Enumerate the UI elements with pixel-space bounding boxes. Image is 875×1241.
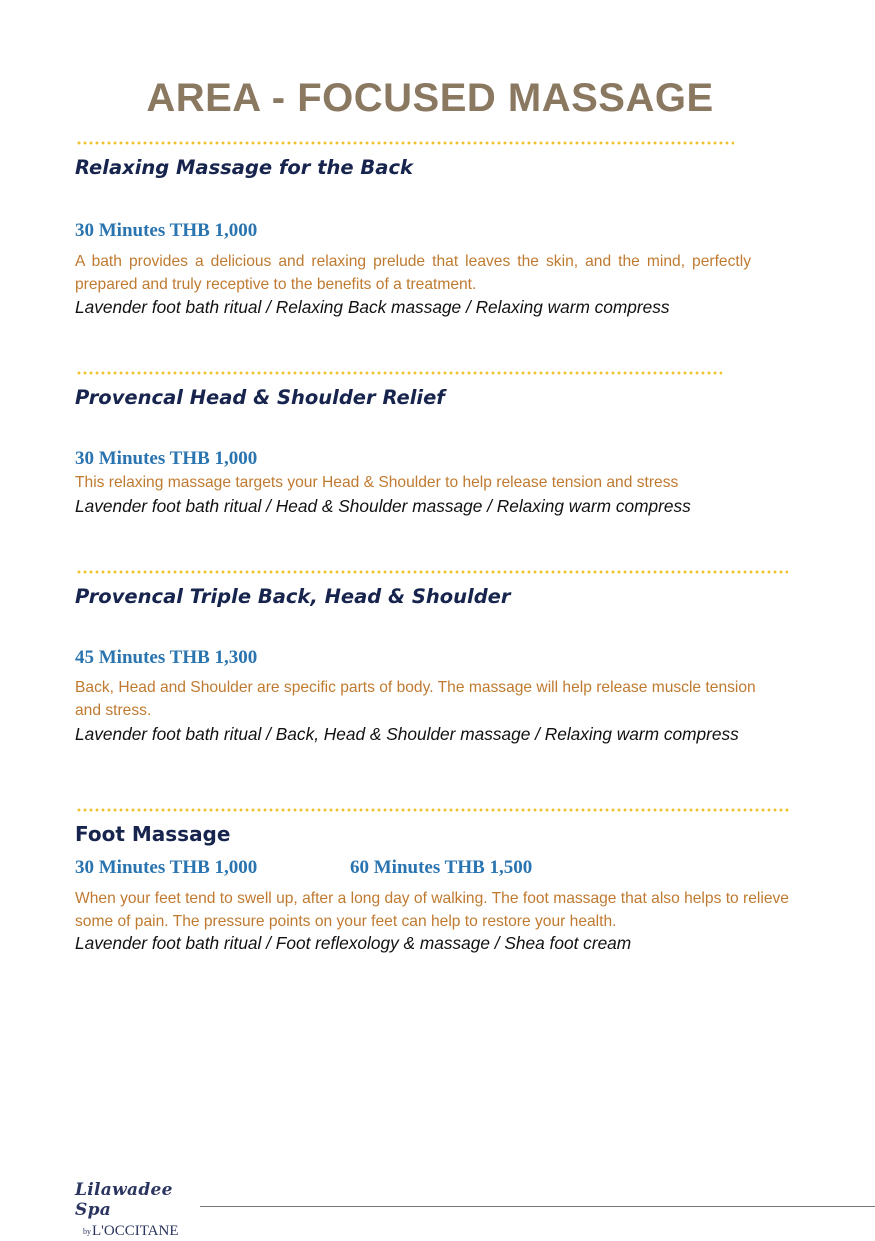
section-price: 30 Minutes THB 1,000: [75, 220, 258, 241]
logo-brand-line: [83, 1223, 205, 1240]
logo-script-text: Lilawadee Spa: [75, 1180, 173, 1220]
footer-rule: [200, 1206, 875, 1207]
section-description: Back, Head and Shoulder are specific parts of body. The massage will help release muscle tension and stress.: [75, 679, 756, 719]
logo-by-text: by: [83, 1227, 91, 1236]
section-price: 45 Minutes THB 1,300: [75, 647, 258, 668]
section-includes: Lavender foot bath ritual / Foot reflexology & massage / Shea foot cream: [75, 933, 632, 953]
section-title: Provencal Triple Back, Head & Shoulder: [75, 585, 511, 608]
section-title: Relaxing Massage for the Back: [75, 156, 413, 179]
lilawadee-spa-logo: [75, 1180, 205, 1240]
dotted-divider: [76, 141, 734, 145]
dotted-divider: [76, 570, 788, 574]
section-includes: Lavender foot bath ritual / Head & Shoulder massage / Relaxing warm compress: [75, 496, 691, 516]
section-includes: Lavender foot bath ritual / Relaxing Back massage / Relaxing warm compress: [75, 297, 670, 317]
section-includes: Lavender foot bath ritual / Back, Head & Shoulder massage / Relaxing warm compress: [75, 724, 739, 744]
logo-brand-text: L'OCCITANE: [92, 1223, 179, 1239]
section-description: When your feet tend to swell up, after a long day of walking. The foot massage that also helps to relieve some of pain. The pressure points on your feet can help to restore your health.: [75, 890, 789, 930]
section-title: Provencal Head & Shoulder Relief: [75, 386, 445, 409]
section-description: A bath provides a delicious and relaxing prelude that leaves the skin, and the mind, perfectly prepared and truly receptive to the benefits of a treatment.: [75, 253, 751, 293]
section-title: Foot Massage: [75, 822, 231, 846]
page-title: AREA - FOCUSED MASSAGE: [146, 76, 714, 120]
section-price-alt: 60 Minutes THB 1,500: [350, 857, 533, 878]
section-price: 30 Minutes THB 1,000: [75, 448, 258, 469]
dotted-divider: [76, 808, 790, 812]
section-price: 30 Minutes THB 1,000: [75, 857, 258, 878]
section-description: This relaxing massage targets your Head & Shoulder to help release tension and stress: [75, 474, 679, 491]
dotted-divider: [76, 371, 722, 375]
